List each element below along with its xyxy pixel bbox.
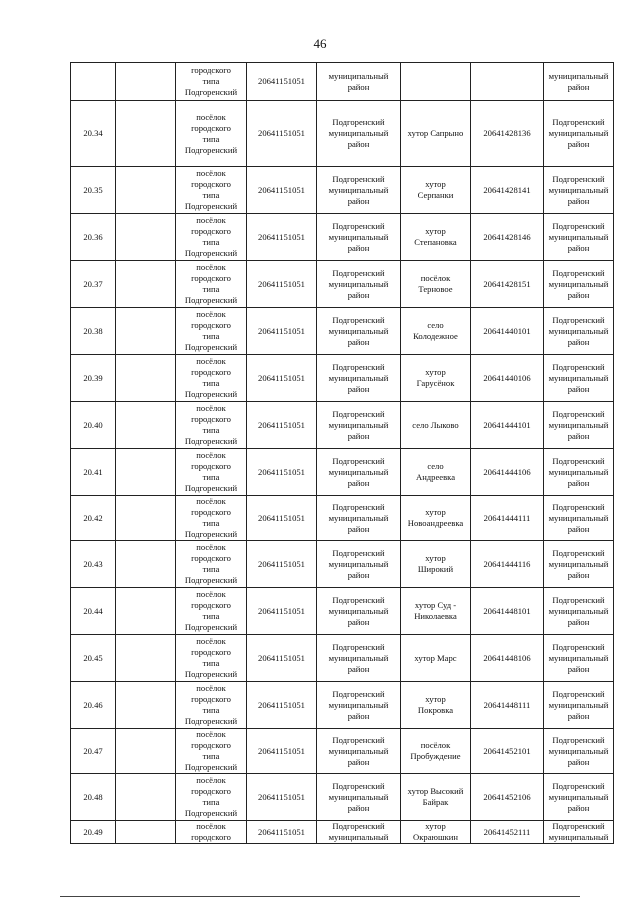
table-row bbox=[71, 496, 614, 541]
settlement-cell: посёлок городского типа Подгоренский bbox=[176, 308, 247, 355]
row-number: 20.48 bbox=[71, 774, 116, 821]
locality-district: Подгоренский муниципальный район bbox=[544, 449, 614, 496]
locality-name: хутор Высокий Байрак bbox=[401, 774, 471, 821]
settlement-district: Подгоренский муниципальный район bbox=[317, 308, 401, 355]
locality-name: хутор Марс bbox=[401, 635, 471, 682]
settlement-district: Подгоренский муниципальный район bbox=[317, 402, 401, 449]
registry-table bbox=[70, 62, 614, 844]
settlement-oktmo-code: 20641151051 bbox=[247, 449, 317, 496]
settlement-district: Подгоренский муниципальный район bbox=[317, 682, 401, 729]
empty-cell bbox=[116, 214, 176, 261]
table-row bbox=[71, 774, 614, 821]
row-number: 20.37 bbox=[71, 261, 116, 308]
row-number: 20.38 bbox=[71, 308, 116, 355]
locality-name bbox=[401, 63, 471, 101]
empty-cell bbox=[116, 496, 176, 541]
locality-oktmo-code bbox=[471, 63, 544, 101]
row-number: 20.43 bbox=[71, 541, 116, 588]
settlement-cell: посёлок городского типа Подгоренский bbox=[176, 449, 247, 496]
settlement-cell: посёлок городского типа Подгоренский bbox=[176, 355, 247, 402]
row-number bbox=[71, 63, 116, 101]
settlement-district: Подгоренский муниципальный район bbox=[317, 449, 401, 496]
empty-cell bbox=[116, 355, 176, 402]
settlement-district: Подгоренский муниципальный район bbox=[317, 496, 401, 541]
settlement-cell: посёлок городского типа Подгоренский bbox=[176, 496, 247, 541]
locality-district: Подгоренский муниципальный район bbox=[544, 261, 614, 308]
table-row bbox=[71, 355, 614, 402]
locality-district: Подгоренский муниципальный bbox=[544, 821, 614, 844]
settlement-oktmo-code: 20641151051 bbox=[247, 63, 317, 101]
locality-oktmo-code: 20641444101 bbox=[471, 402, 544, 449]
row-number: 20.34 bbox=[71, 101, 116, 167]
locality-oktmo-code: 20641448111 bbox=[471, 682, 544, 729]
settlement-oktmo-code: 20641151051 bbox=[247, 167, 317, 214]
settlement-cell: посёлок городского типа Подгоренский bbox=[176, 402, 247, 449]
settlement-cell: посёлок городского bbox=[176, 821, 247, 844]
settlement-district: Подгоренский муниципальный район bbox=[317, 101, 401, 167]
table-row bbox=[71, 729, 614, 774]
settlement-oktmo-code: 20641151051 bbox=[247, 308, 317, 355]
settlement-cell: посёлок городского типа Подгоренский bbox=[176, 167, 247, 214]
settlement-oktmo-code: 20641151051 bbox=[247, 355, 317, 402]
locality-district: Подгоренский муниципальный район bbox=[544, 355, 614, 402]
page-number: 46 bbox=[313, 36, 327, 51]
empty-cell bbox=[116, 261, 176, 308]
settlement-cell: посёлок городского типа Подгоренский bbox=[176, 682, 247, 729]
settlement-district: Подгоренский муниципальный район bbox=[317, 729, 401, 774]
locality-oktmo-code: 20641452101 bbox=[471, 729, 544, 774]
settlement-district: Подгоренский муниципальный район bbox=[317, 774, 401, 821]
locality-district: Подгоренский муниципальный район bbox=[544, 402, 614, 449]
settlement-oktmo-code: 20641151051 bbox=[247, 774, 317, 821]
locality-name: посёлок Пробуждение bbox=[401, 729, 471, 774]
settlement-oktmo-code: 20641151051 bbox=[247, 101, 317, 167]
table-row bbox=[71, 63, 614, 101]
locality-name: село Колодежное bbox=[401, 308, 471, 355]
row-number: 20.42 bbox=[71, 496, 116, 541]
settlement-cell: посёлок городского типа Подгоренский bbox=[176, 214, 247, 261]
row-number: 20.39 bbox=[71, 355, 116, 402]
locality-name: село Лыково bbox=[401, 402, 471, 449]
empty-cell bbox=[116, 101, 176, 167]
settlement-district: Подгоренский муниципальный район bbox=[317, 541, 401, 588]
row-number: 20.40 bbox=[71, 402, 116, 449]
locality-oktmo-code: 20641448106 bbox=[471, 635, 544, 682]
locality-name: хутор Сапрыно bbox=[401, 101, 471, 167]
locality-district: Подгоренский муниципальный район bbox=[544, 682, 614, 729]
settlement-oktmo-code: 20641151051 bbox=[247, 261, 317, 308]
locality-district: Подгоренский муниципальный район bbox=[544, 541, 614, 588]
row-number: 20.35 bbox=[71, 167, 116, 214]
settlement-oktmo-code: 20641151051 bbox=[247, 214, 317, 261]
locality-name: хутор Серпанки bbox=[401, 167, 471, 214]
locality-district: Подгоренский муниципальный район bbox=[544, 729, 614, 774]
locality-oktmo-code: 20641444106 bbox=[471, 449, 544, 496]
locality-district: Подгоренский муниципальный район bbox=[544, 214, 614, 261]
settlement-cell: посёлок городского типа Подгоренский bbox=[176, 729, 247, 774]
table-row bbox=[71, 101, 614, 167]
settlement-oktmo-code: 20641151051 bbox=[247, 729, 317, 774]
empty-cell bbox=[116, 635, 176, 682]
row-number: 20.46 bbox=[71, 682, 116, 729]
settlement-oktmo-code: 20641151051 bbox=[247, 402, 317, 449]
locality-oktmo-code: 20641444111 bbox=[471, 496, 544, 541]
empty-cell bbox=[116, 449, 176, 496]
empty-cell bbox=[116, 402, 176, 449]
locality-name: хутор Гарусёнок bbox=[401, 355, 471, 402]
settlement-cell: посёлок городского типа Подгоренский bbox=[176, 635, 247, 682]
settlement-district: Подгоренский муниципальный район bbox=[317, 261, 401, 308]
locality-oktmo-code: 20641428146 bbox=[471, 214, 544, 261]
settlement-district: Подгоренский муниципальный район bbox=[317, 588, 401, 635]
settlement-oktmo-code: 20641151051 bbox=[247, 541, 317, 588]
row-number: 20.41 bbox=[71, 449, 116, 496]
locality-oktmo-code: 20641428151 bbox=[471, 261, 544, 308]
locality-district: Подгоренский муниципальный район bbox=[544, 496, 614, 541]
table-row bbox=[71, 214, 614, 261]
settlement-oktmo-code: 20641151051 bbox=[247, 496, 317, 541]
locality-name: хутор Широкий bbox=[401, 541, 471, 588]
settlement-district: Подгоренский муниципальный район bbox=[317, 167, 401, 214]
settlement-district: Подгоренский муниципальный район bbox=[317, 355, 401, 402]
settlement-district: Подгоренский муниципальный район bbox=[317, 214, 401, 261]
table-row bbox=[71, 402, 614, 449]
empty-cell bbox=[116, 308, 176, 355]
empty-cell bbox=[116, 821, 176, 844]
settlement-cell: посёлок городского типа Подгоренский bbox=[176, 261, 247, 308]
table-row bbox=[71, 541, 614, 588]
table-row bbox=[71, 635, 614, 682]
footer-divider bbox=[60, 896, 580, 897]
settlement-district: Подгоренский муниципальный bbox=[317, 821, 401, 844]
empty-cell bbox=[116, 167, 176, 214]
empty-cell bbox=[116, 541, 176, 588]
table-row bbox=[71, 167, 614, 214]
locality-oktmo-code: 20641428136 bbox=[471, 101, 544, 167]
locality-name: хутор Степановка bbox=[401, 214, 471, 261]
locality-name: хутор Суд - Николаевка bbox=[401, 588, 471, 635]
empty-cell bbox=[116, 588, 176, 635]
row-number: 20.36 bbox=[71, 214, 116, 261]
locality-district: Подгоренский муниципальный район bbox=[544, 635, 614, 682]
empty-cell bbox=[116, 63, 176, 101]
locality-name: хутор Новоандреевка bbox=[401, 496, 471, 541]
row-number: 20.44 bbox=[71, 588, 116, 635]
locality-oktmo-code: 20641440106 bbox=[471, 355, 544, 402]
settlement-oktmo-code: 20641151051 bbox=[247, 682, 317, 729]
locality-oktmo-code: 20641448101 bbox=[471, 588, 544, 635]
table-row bbox=[71, 308, 614, 355]
locality-district: муниципальный район bbox=[544, 63, 614, 101]
locality-oktmo-code: 20641452111 bbox=[471, 821, 544, 844]
row-number: 20.47 bbox=[71, 729, 116, 774]
row-number: 20.49 bbox=[71, 821, 116, 844]
settlement-cell: посёлок городского типа Подгоренский bbox=[176, 541, 247, 588]
table-row bbox=[71, 449, 614, 496]
locality-name: посёлок Терновое bbox=[401, 261, 471, 308]
empty-cell bbox=[116, 682, 176, 729]
row-number: 20.45 bbox=[71, 635, 116, 682]
settlement-cell: городского типа Подгоренский bbox=[176, 63, 247, 101]
settlement-oktmo-code: 20641151051 bbox=[247, 821, 317, 844]
settlement-cell: посёлок городского типа Подгоренский bbox=[176, 101, 247, 167]
locality-name: хутор Покровка bbox=[401, 682, 471, 729]
empty-cell bbox=[116, 729, 176, 774]
settlement-oktmo-code: 20641151051 bbox=[247, 635, 317, 682]
locality-district: Подгоренский муниципальный район bbox=[544, 588, 614, 635]
locality-oktmo-code: 20641444116 bbox=[471, 541, 544, 588]
locality-oktmo-code: 20641428141 bbox=[471, 167, 544, 214]
locality-district: Подгоренский муниципальный район bbox=[544, 101, 614, 167]
settlement-cell: посёлок городского типа Подгоренский bbox=[176, 774, 247, 821]
locality-district: Подгоренский муниципальный район bbox=[544, 308, 614, 355]
locality-name: хутор Окраюшкин bbox=[401, 821, 471, 844]
locality-oktmo-code: 20641440101 bbox=[471, 308, 544, 355]
table-row bbox=[71, 588, 614, 635]
locality-name: село Андреевка bbox=[401, 449, 471, 496]
settlement-oktmo-code: 20641151051 bbox=[247, 588, 317, 635]
settlement-cell: посёлок городского типа Подгоренский bbox=[176, 588, 247, 635]
table-row bbox=[71, 821, 614, 844]
table-row bbox=[71, 682, 614, 729]
locality-district: Подгоренский муниципальный район bbox=[544, 167, 614, 214]
table-row bbox=[71, 261, 614, 308]
settlement-district: Подгоренский муниципальный район bbox=[317, 635, 401, 682]
locality-district: Подгоренский муниципальный район bbox=[544, 774, 614, 821]
settlement-district: муниципальный район bbox=[317, 63, 401, 101]
empty-cell bbox=[116, 774, 176, 821]
locality-oktmo-code: 20641452106 bbox=[471, 774, 544, 821]
